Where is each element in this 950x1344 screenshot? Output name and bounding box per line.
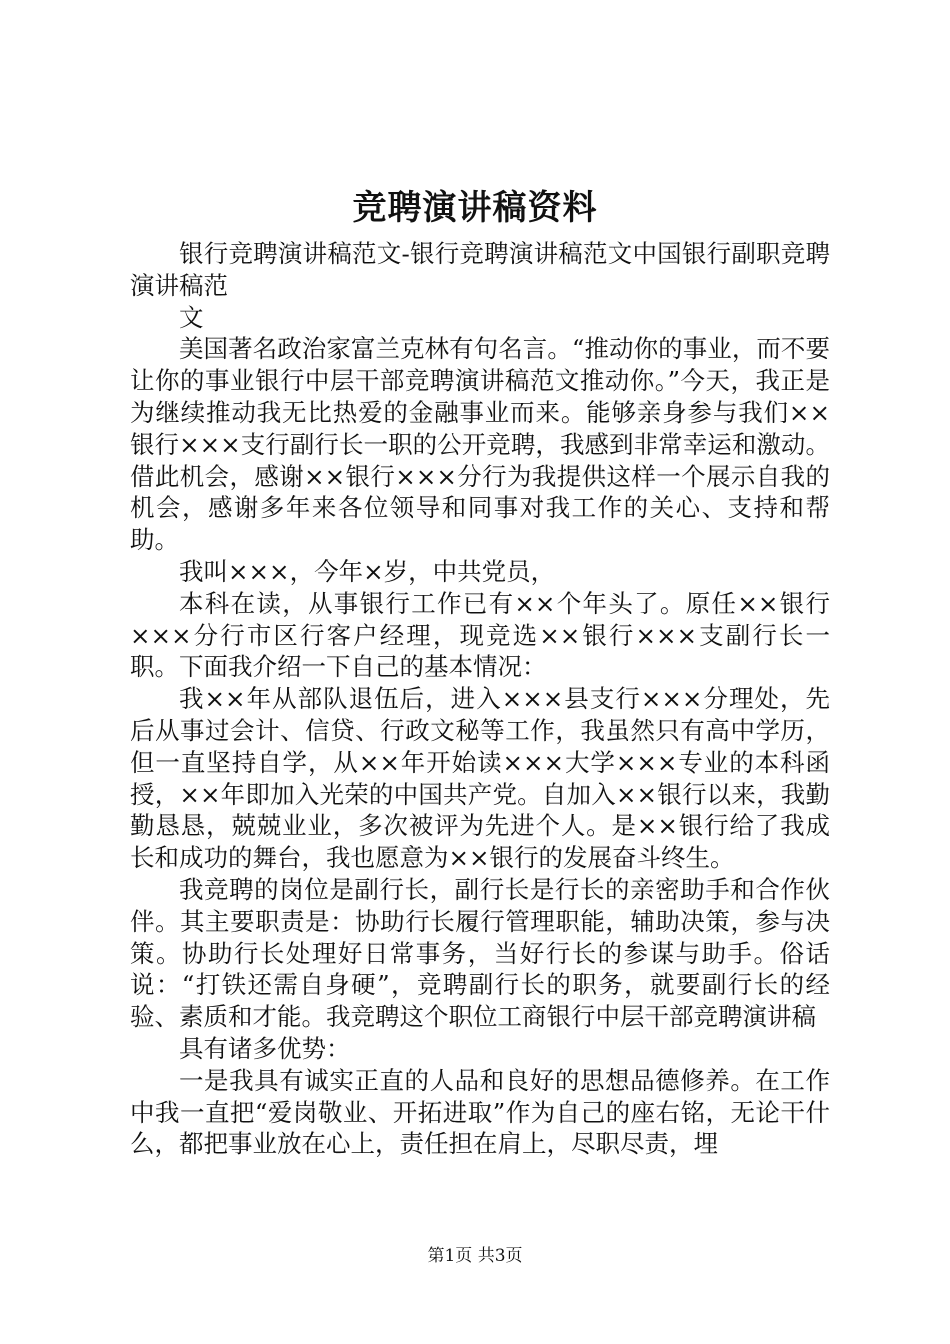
paragraph: 我××年从部队退伍后，进入×××县支行×××分理处，先后从事过会计、信贷、行政文秘等工作，我虽然只有高中学历，但一直坚持自学，从××年开始读×××大学×××专业的本科函授，××年即加入光荣的中国共产党。自加入××银行以来，我勤勤恳恳，兢兢业业，多次被评为先进个人。是××银行给了我成长和成功的舞台，我也愿意为××银行的发展奋斗终生。 xyxy=(130,684,830,873)
paragraph: 具有诸多优势： xyxy=(179,1033,351,1063)
paragraph: 文 xyxy=(179,302,204,332)
paragraph: 本科在读，从事银行工作已有××个年头了。原任××银行×××分行市区行客户经理，现竞选××银行×××支副行长一职。下面我介绍一下自己的基本情况： xyxy=(130,588,830,682)
paragraph: 我叫×××，今年×岁，中共党员， xyxy=(179,556,556,586)
document-title: 竞聘演讲稿资料 xyxy=(352,188,598,228)
page-number-label: 第1页 共3页 xyxy=(427,1246,523,1266)
page-footer xyxy=(0,1245,950,1267)
paragraph: 一是我具有诚实正直的人品和良好的思想品德修养。在工作中我一直把“爱岗敬业、开拓进取”作为自己的座右铭，无论干什么，都把事业放在心上，责任担在肩上，尽职尽责，埋 xyxy=(130,1065,830,1159)
paragraph: 银行竞聘演讲稿范文-银行竞聘演讲稿范文中国银行副职竞聘演讲稿范 xyxy=(130,239,830,300)
document-body xyxy=(130,238,830,1160)
paragraph: 美国著名政治家富兰克林有句名言。“推动你的事业，而不要让你的事业银行中层干部竞聘演讲稿范文推动你。”今天，我正是为继续推动我无比热爱的金融事业而来。能够亲身参与我们××银行×××支行副行长一职的公开竞聘，我感到非常幸运和激动。借此机会，感谢××银行×××分行为我提供这样一个展示自我的机会，感谢多年来各位领导和同事对我工作的关心、支持和帮助。 xyxy=(130,334,830,555)
paragraph: 我竞聘的岗位是副行长，副行长是行长的亲密助手和合作伙伴。其主要职责是：协助行长履行管理职能，辅助决策，参与决策。协助行长处理好日常事务，当好行长的参谋与助手。俗话说：“打铁还需自身硬”，竞聘副行长的职务，就要副行长的经验、素质和才能。我竞聘这个职位工商银行中层干部竞聘演讲稿 xyxy=(130,874,830,1032)
